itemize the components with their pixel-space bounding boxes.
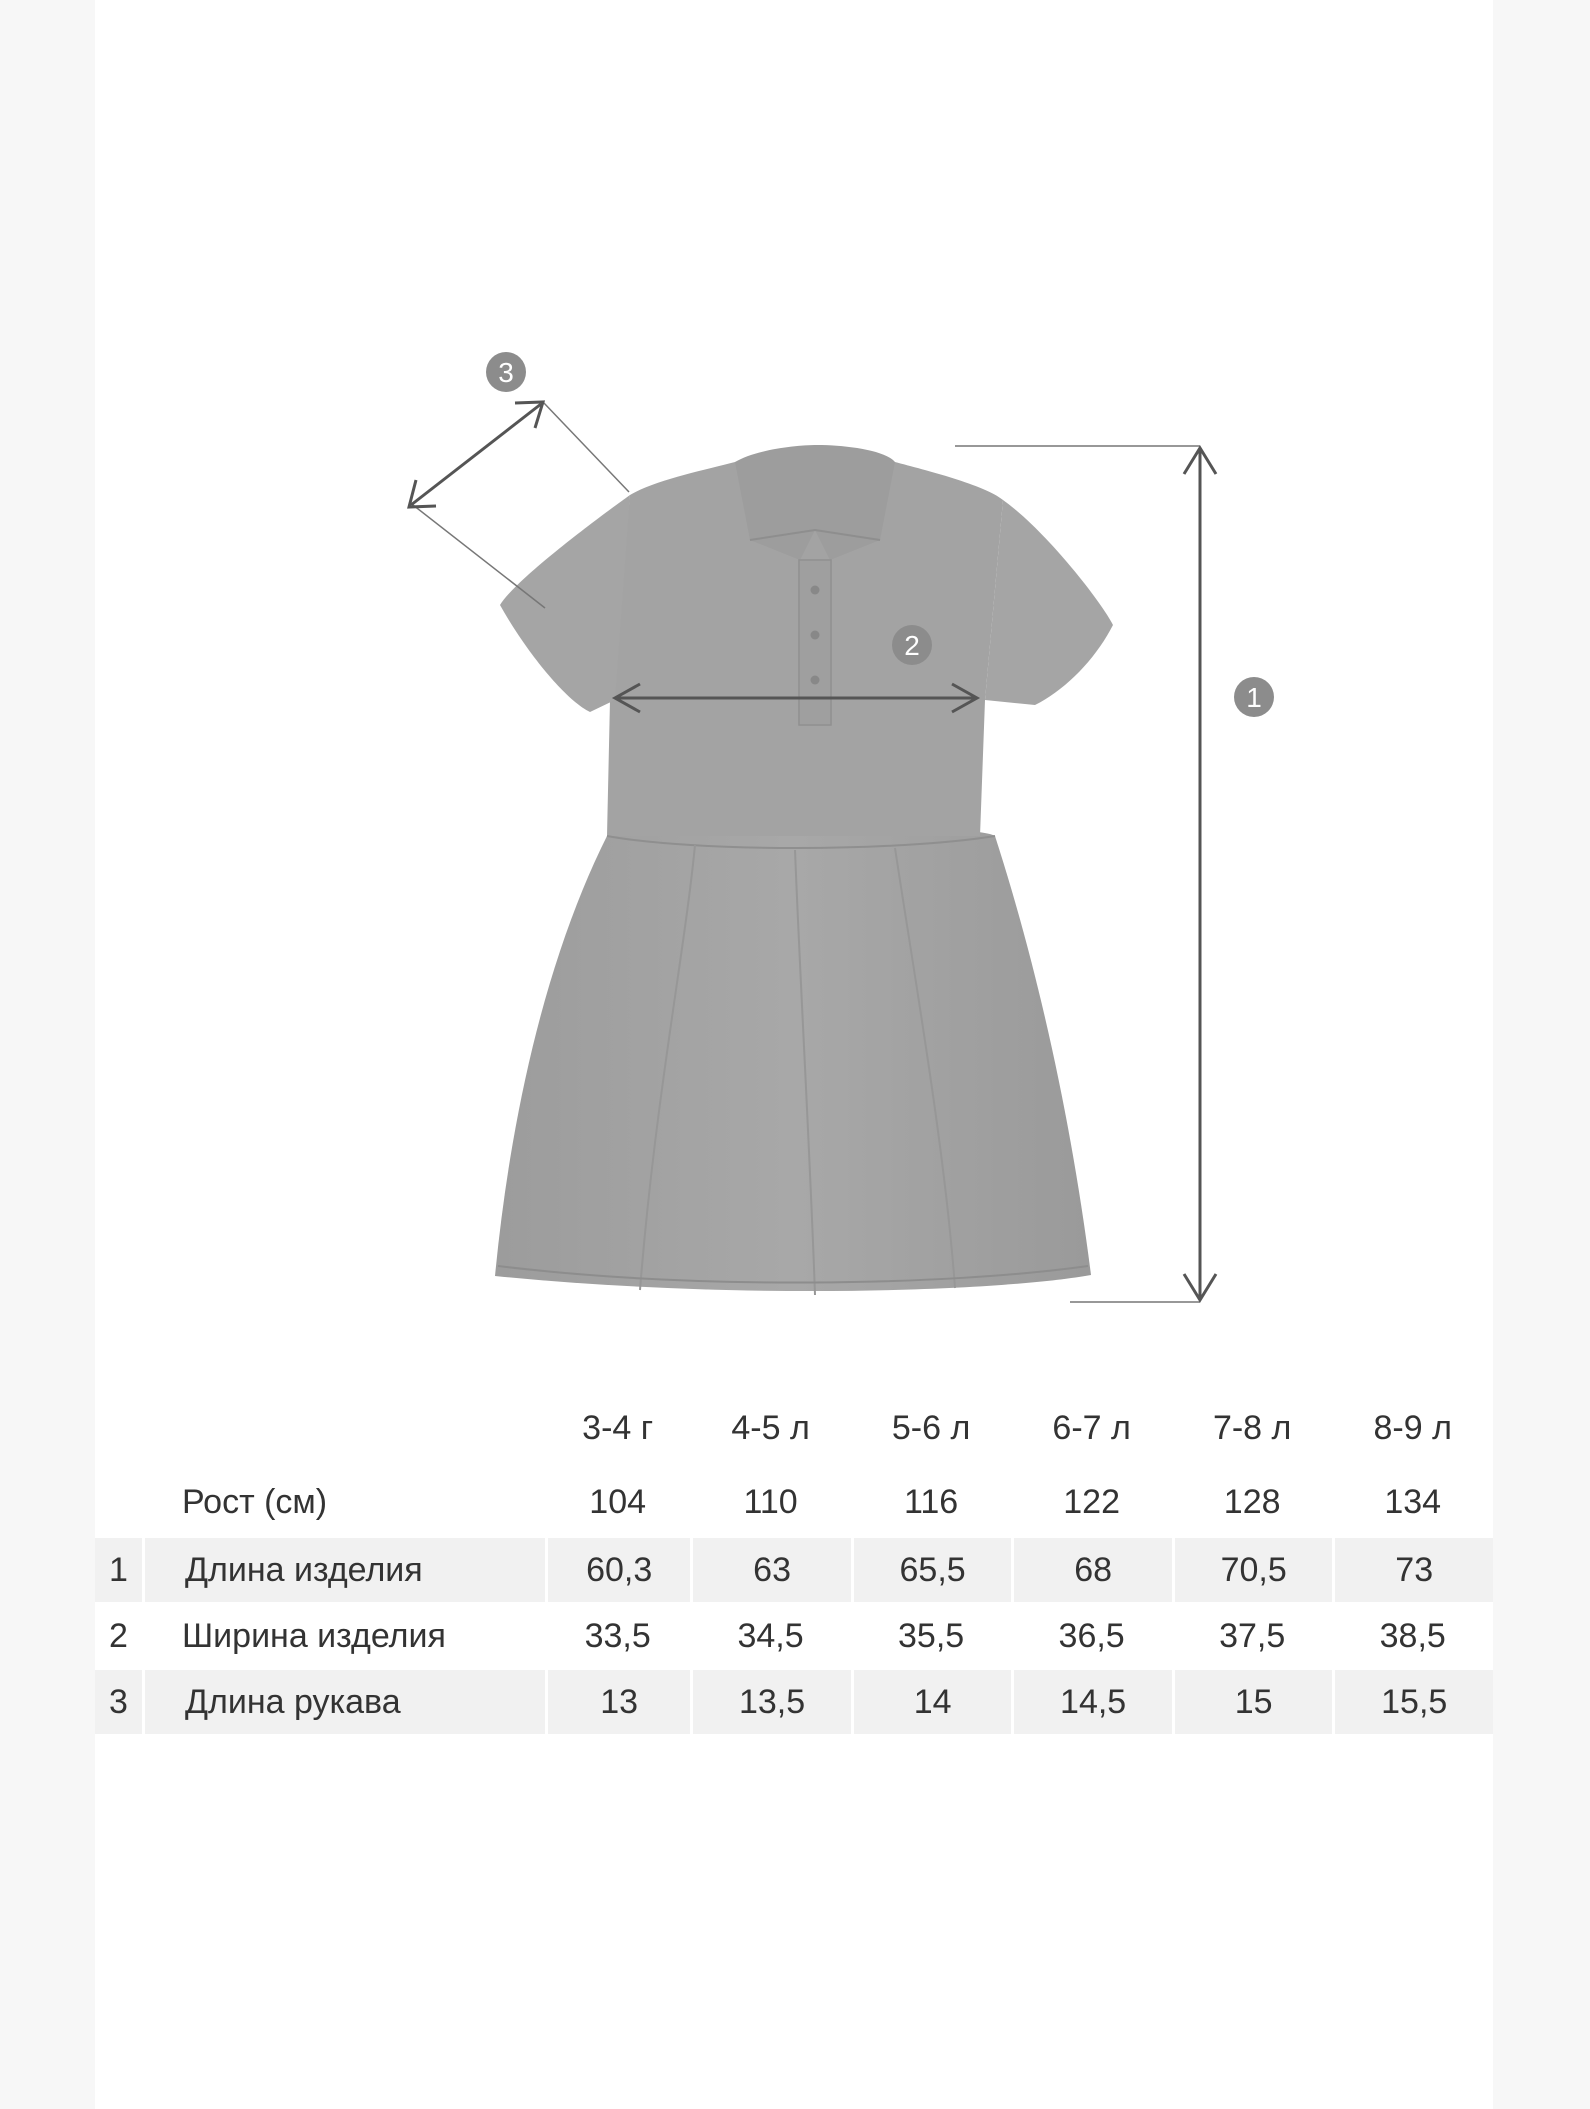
marker-1-label: 1 <box>1246 682 1262 713</box>
table-cell: 73 <box>1332 1538 1493 1602</box>
table-cell: 60,3 <box>545 1538 690 1602</box>
table-cell: 15 <box>1172 1670 1333 1734</box>
size-header: 7-8 л <box>1212 1408 1292 1447</box>
row-label: Длина изделия <box>142 1538 545 1602</box>
row-number: 1 <box>95 1538 142 1602</box>
table-cell: 70,5 <box>1172 1538 1333 1602</box>
table-cell: 37,5 <box>1219 1616 1286 1655</box>
table-cell: 122 <box>1063 1482 1120 1521</box>
row-label: Ширина изделия <box>182 1616 446 1655</box>
marker-3-label: 3 <box>498 357 514 388</box>
row-label: Длина рукава <box>142 1670 545 1734</box>
table-row <box>95 1538 1493 1602</box>
table-cell: 110 <box>743 1482 798 1521</box>
table-cell: 134 <box>1384 1482 1442 1521</box>
table-cell: 104 <box>589 1482 647 1521</box>
table-cell: 34,5 <box>737 1616 804 1655</box>
table-row <box>95 1670 1493 1734</box>
table-cell: 65,5 <box>851 1538 1012 1602</box>
row-label: Рост (см) <box>182 1482 328 1521</box>
size-header: 6-7 л <box>1052 1408 1131 1447</box>
table-row <box>95 1602 1493 1670</box>
height-row <box>95 1466 1493 1538</box>
garment-diagram <box>95 0 1493 1370</box>
size-header: 8-9 л <box>1373 1408 1452 1447</box>
size-header: 5-6 л <box>891 1408 971 1447</box>
size-header: 4-5 л <box>731 1408 810 1447</box>
table-cell: 13 <box>545 1670 690 1734</box>
table-cell: 116 <box>904 1482 959 1521</box>
table-cell: 15,5 <box>1332 1670 1493 1734</box>
table-cell: 68 <box>1011 1538 1172 1602</box>
table-cell: 35,5 <box>898 1616 965 1655</box>
size-chart-page <box>95 0 1493 2109</box>
table-cell: 33,5 <box>584 1616 651 1655</box>
row-number: 2 <box>109 1616 128 1655</box>
table-cell: 38,5 <box>1379 1616 1446 1655</box>
row-number: 3 <box>95 1670 142 1734</box>
dress-illustration <box>495 445 1113 1295</box>
table-cell: 128 <box>1223 1482 1281 1521</box>
marker-2-label: 2 <box>904 630 920 661</box>
sleeve-arrow <box>411 404 541 505</box>
table-cell: 63 <box>690 1538 851 1602</box>
table-cell: 14 <box>851 1670 1012 1734</box>
dress-left-sleeve <box>500 495 630 712</box>
dress-right-sleeve <box>985 500 1113 705</box>
table-cell: 36,5 <box>1058 1616 1125 1655</box>
dress-skirt <box>495 826 1091 1292</box>
size-header-row <box>95 1390 1493 1466</box>
size-header: 3-4 г <box>582 1408 654 1447</box>
table-cell: 13,5 <box>690 1670 851 1734</box>
size-table <box>95 1390 1493 1734</box>
table-cell: 14,5 <box>1011 1670 1172 1734</box>
